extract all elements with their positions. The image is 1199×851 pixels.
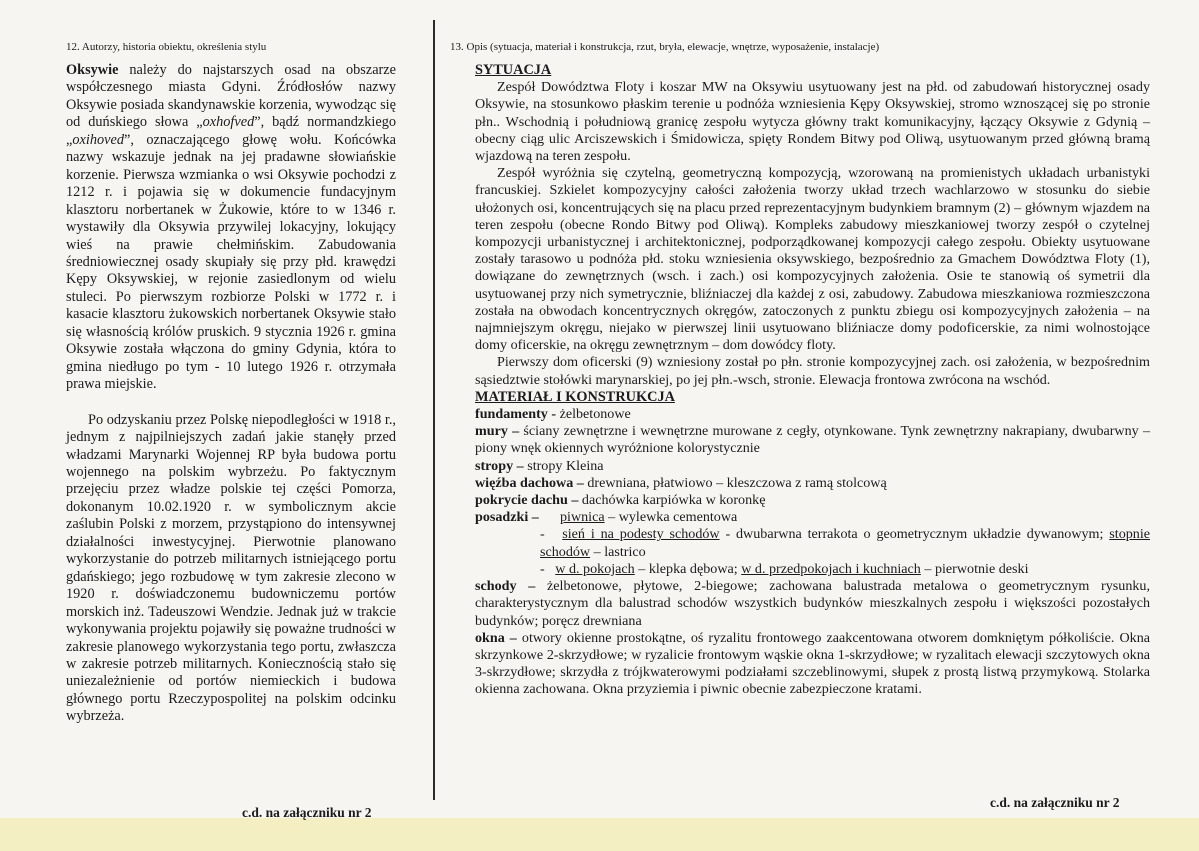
row-stropy <box>475 458 1150 475</box>
p1-text-c: ”, oznaczającego głowę wołu. Końcówka nazwy wskazuje jednak na jej pradawne słowiańskie korzenie. Pierwsza wzmianka o wsi Oksywie pochodzi z 1212 r. i pojawia się w dokumencie fundacyjnym klasztoru norbertanek w Żukowie, które to w 1346 r. wystawiły dla Oksywia przywilej lokacyjny, lokujący wieś na prawie chełmińskim. Zabudowania średniowiecznej osady skupiały się przy płd. krawędzi Kępy Oksywskiej, w rejonie zasiedlonym od wielu stuleci. Po pierwszym rozbiorze Polski w 1772 r. i kasacie klasztoru żukowskich norbertanek Oksywie stało się własnością królów pruskich. 9 stycznia 1926 r. gmina Oksywie została włączona do gminy Gdynia, która to gmina niedługo po tym - 10 lutego 1926 r. otrzymała prawa miejskie. <box>66 131 396 393</box>
section-title-material: MATERIAŁ I KONSTRUKCJA <box>475 388 675 405</box>
row-fundamenty <box>475 406 1150 423</box>
posadzki-sien: sień i na podesty schodów <box>562 526 720 543</box>
sytuacja-paragraph-3: Pierwszy dom oficerski (9) wzniesiony został po płn. stronie kompozycyjnej zach. osi założenia, w bezpośrednim sąsiedztwie stołówki marynarskiej, po jej płn.-wsch, stronie. Elewacja frontowa zwrócona na wschód. <box>475 354 1150 388</box>
left-paragraph-1 <box>66 62 396 394</box>
posadzki-sien-value: - dwubarwna terrakota o geometrycznym układzie dywanowym; <box>719 526 1110 543</box>
section-title-sytuacja: SYTUACJA <box>475 62 552 78</box>
posadzki-pokoje-value: – klepka dębowa; <box>634 560 742 577</box>
label-pokrycie: pokrycie dachu – <box>475 492 579 509</box>
oksywie-lead: Oksywie <box>66 62 119 78</box>
column-divider <box>433 20 435 800</box>
left-header: 12. Autorzy, historia obiektu, określenia stylu <box>66 41 267 53</box>
right-header: 13. Opis (sytuacja, materiał i konstrukcja, rzut, bryła, elewacje, wnętrze, wyposażenie, instalacje) <box>450 41 880 53</box>
row-posadzki-2: - sień i na podesty schodów - dwubarwna terrakota o geometrycznym układzie dywanowym; stopnie schodów – lastrico <box>540 526 1151 560</box>
label-schody: schody – <box>475 578 536 595</box>
posadzki-piwnica-value: – wylewka cementowa <box>604 509 738 526</box>
posadzki-przedpokoje: w d. przedpokojach i kuchniach <box>741 560 921 577</box>
left-paragraph-2: Po odzyskaniu przez Polskę niepodległości w 1918 r., jednym z najpilniejszych zadań jakie stanęły przed władzami Marynarki Wojennej RP była budowa portu wojennego na polskim wybrzeżu. Po faktycznym przejęciu przez władze polskie tej części Pomorza, dokonanym 10.02.1920 r. w symbolicznym akcie zaślubin Polski z morzem, przystąpiono do intensywnej działalności inwestycyjnej. Pierwotnie planowano wykorzystanie do potrzeb militarnych istniejącego portu gdańskiego; jego rozbudowę w tym zakresie zlecono w 1920 r. doświadczonemu budowniczemu portów morskich inż. Tadeuszowi Wendzie. Jednak już w trakcie wykonywania projektu pojawiły się poważne trudności w zakresie planowego wykorzystania tego portu, zwłaszcza w zakresie potrzeb militarnych. Koniecznością stało się uniezależnienie od portów niemieckich i budowa głównego portu Rzeczypospolitej na polskim odcinku wybrzeża. <box>66 411 396 725</box>
right-body <box>475 62 1150 699</box>
word-oxhofved: oxhofved <box>202 114 255 131</box>
value-stropy: stropy Kleina <box>523 457 604 474</box>
row-schody <box>475 578 1150 630</box>
row-pokrycie <box>475 492 1150 509</box>
posadzki-piwnica: piwnica <box>559 509 605 526</box>
label-wiezba: więźba dachowa – <box>475 474 584 491</box>
sytuacja-paragraph-2: Zespół wyróżnia się czytelną, geometryczną kompozycją, wzorowaną na promienistych układach urbanistyki francuskiej. Szkielet kompozycyjny całości założenia tworzy układ trzech wachlarzowo w stosunku do siebie ułożonych osi, koncentrujących się na placu przed reprezentacyjnym budynkiem bramnym (2) – głównym wjazdem na teren zespołu (obecne Rondo Bitwy pod Oliwą). Kompleks zabudowy mieszkaniowej tworzy zespół o czytelnej kompozycji urbanistycznej i architektonicznej, podporządkowanej kompozycji całego zespołu. Obiekty usytuowane zostały tarasowo u podnóża płd. stoku wzniesienia oksywskiego, bezpośrednio za Gmachem Dowództwa Floty (1), dowiązane do zewnętrznych (wsch. i zach.) osi kompozycyjnych założenia. Osie te stanowią oś symetrii dla usytuowanej przy nich symetrycznie, bliźniaczej dla każdej z osi, zabudowy. Zabudowa mieszkaniowa rozmieszczona została na obwodach koncentrycznych okręgów, zatoczonych z punktu zbiegu osi kompozycyjnych założenia – na najmniejszym okręgu, niejako w pierwszej linii usytuowano bliźniacze domy podoficerskie, za nimi wolnostojące domy oficerskie, na okręgu zewnętrznym – dom dowódcy floty. <box>475 165 1150 354</box>
value-fundamenty: żelbetonowe <box>556 406 631 423</box>
label-posadzki: posadzki – <box>475 509 539 526</box>
label-stropy: stropy – <box>475 457 524 474</box>
word-oxihoved: oxihoved <box>72 131 124 148</box>
left-column <box>66 40 396 726</box>
p1-text-b: ”, bądź normandzkiego „ <box>66 114 396 148</box>
value-wiezba: drewniana, płatwiowo – kleszczowa z ramą stolcową <box>583 474 887 491</box>
posadzki-stopnie-value: – lastrico <box>590 543 646 560</box>
value-mury: ściany zewnętrzne i wewnętrzne murowane z cegły, otynkowane. Tynk zewnętrzny nakrapiany, dwubarwny – piony wnęk okiennych wyróżnione kolorystycznie <box>475 423 1150 457</box>
right-continuation-note: c.d. na załączniku nr 2 <box>990 795 1120 810</box>
right-column <box>450 40 1150 699</box>
value-pokrycie: dachówka karpiówka w koronkę <box>578 492 766 509</box>
row-mury <box>475 423 1150 457</box>
row-wiezba <box>475 475 1150 492</box>
label-okna: okna – <box>475 629 517 646</box>
sytuacja-paragraph-1: Zespół Dowództwa Floty i koszar MW na Oksywiu usytuowany jest na płd. od zabudowań historycznej osady Oksywie, na stosunkowo płaskim terenie u podnóża wzniesienia Kępy Oksywskiej, stromo wznoszącej się po stronie płn.. Wschodnią i południową granicę zespołu wytycza główny trakt komunikacyjny, łączący Oksywie z Gdynią – obecny ciąg ulic Arciszewskich i Śmidowicza, spięty Rondem Bitwy pod Oliwą, usytuowanym przed główną bramą wjazdową na teren zespołu. <box>475 79 1150 165</box>
value-okna: otwory okienne prostokątne, oś ryzalitu frontowego zaakcentowana otworem domkniętym półkoliście. Okna skrzynkowe 2-skrzydłowe; w ryzalicie frontowym wąskie okna 1-skrzydłowe; w ryzalitach elewacji szczytowych okna 3-skrzydłowe; skrzydła z trójkwaterowymi podziałami szczeblinowymi, słupek z prostą listwą przymykową. Stolarka okienna zachowana. Okna przyziemia i piwnic obecnie zabezpieczone kratami. <box>475 629 1150 698</box>
row-okna <box>475 630 1150 699</box>
label-mury: mury – <box>475 423 520 440</box>
posadzki-pokoje: w d. pokojach <box>555 560 635 577</box>
label-fundamenty: fundamenty - <box>475 406 557 423</box>
p1-text-a: należy do najstarszych osad na obszarze współczesnego miasta Gdyni. Źródłosłów nazwy Oksywie posiada skandynawskie korzenia, wywodząc się od duńskiego słowa „ <box>66 62 396 131</box>
value-schody: żelbetonowe, płytowe, 2-biegowe; zachowana balustrada metalowa o geometrycznym rysunku, charakterystycznym dla balustrad schodów wszystkich budynków mieszkalnych zespołu i większości pozostałych budynków; poręcz drewniana <box>475 578 1150 629</box>
posadzki-stopnie: stopnie schodów <box>540 526 1151 560</box>
posadzki-przedpokoje-value: – pierwotnie deski <box>920 560 1029 577</box>
left-continuation-note: c.d. na załączniku nr 2 <box>242 805 372 820</box>
row-posadzki-3: - w d. pokojach – klepka dębowa; w d. przedpokojach i kuchniach – pierwotnie deski <box>540 560 1029 577</box>
row-posadzki-1 <box>475 509 1150 526</box>
page-edge-strip <box>0 818 1199 851</box>
